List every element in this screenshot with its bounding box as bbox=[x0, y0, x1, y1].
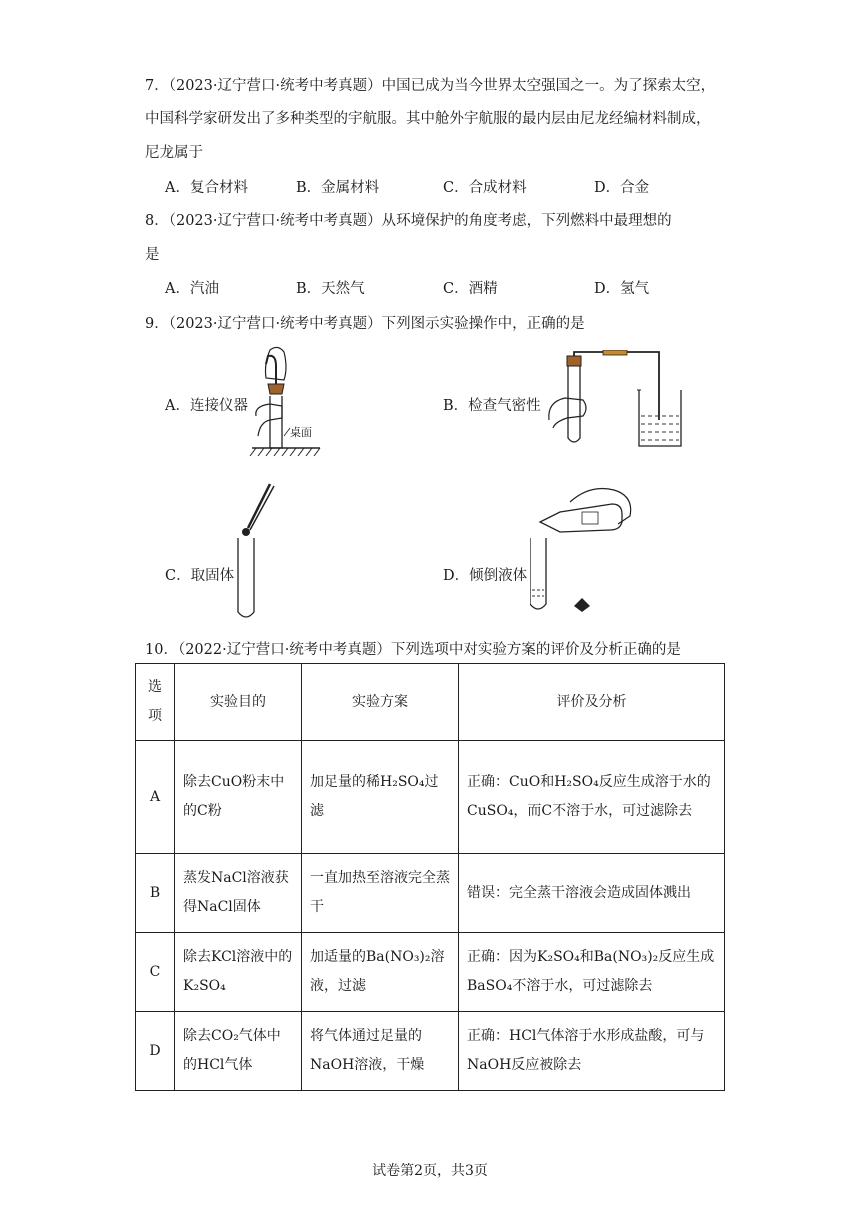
row-option: D bbox=[136, 1012, 175, 1091]
page-footer: 试卷第2页，共3页 bbox=[372, 1163, 488, 1179]
q9-figure-a-desk-label: 桌面 bbox=[290, 426, 312, 439]
q9-option-b: B．检查气密性 bbox=[443, 398, 541, 414]
q8-stem-line2: 是 bbox=[145, 247, 160, 263]
q8-stem-line1: 8．（2023·辽宁营口·统考中考真题）从环境保护的角度考虑，下列燃料中最理想的 bbox=[145, 213, 672, 229]
header-evaluation: 评价及分析 bbox=[459, 664, 725, 741]
row-option: A bbox=[136, 741, 175, 854]
q10-table bbox=[135, 663, 725, 1091]
row-plan: 加足量的稀H₂SO₄过滤 bbox=[302, 741, 459, 854]
row-plan: 将气体通过足量的NaOH溶液，干燥 bbox=[302, 1012, 459, 1091]
header-plan: 实验方案 bbox=[302, 664, 459, 741]
q9-option-d: D．倾倒液体 bbox=[443, 568, 528, 584]
q9-figure-c-take-solid bbox=[230, 480, 280, 620]
q8-option-c: C．酒精 bbox=[443, 281, 498, 297]
table-row bbox=[136, 1012, 725, 1091]
q7-stem-line2: 中国科学家研发出了多种类型的宇航服。其中舱外宇航服的最内层由尼龙经编材料制成， bbox=[145, 111, 711, 127]
row-purpose: 除去CuO粉末中的C粉 bbox=[175, 741, 302, 854]
q7-option-b: B．金属材料 bbox=[296, 180, 380, 196]
table-row bbox=[136, 933, 725, 1012]
row-plan: 加适量的Ba(NO₃)₂溶液，过滤 bbox=[302, 933, 459, 1012]
table-row bbox=[136, 854, 725, 933]
q7-option-a: A．复合材料 bbox=[165, 180, 248, 196]
row-evaluation: 错误：完全蒸干溶液会造成固体溅出 bbox=[459, 854, 725, 933]
row-plan: 一直加热至溶液完全蒸干 bbox=[302, 854, 459, 933]
q8-option-d: D．氢气 bbox=[594, 281, 650, 297]
q7-option-c: C．合成材料 bbox=[443, 180, 527, 196]
q9-option-a: A．连接仪器 bbox=[165, 398, 248, 414]
q9-stem: 9．（2023·辽宁营口·统考中考真题）下列图示实验操作中，正确的是 bbox=[145, 316, 585, 332]
q9-figure-d-pour-liquid bbox=[530, 482, 650, 617]
row-evaluation: 正确：因为K₂SO₄和Ba(NO₃)₂反应生成BaSO₄不溶于水，可过滤除去 bbox=[459, 933, 725, 1012]
row-purpose: 蒸发NaCl溶液获得NaCl固体 bbox=[175, 854, 302, 933]
q8-option-a: A．汽油 bbox=[165, 281, 219, 297]
q7-stem-line1: 7．（2023·辽宁营口·统考中考真题）中国已成为当今世界太空强国之一。为了探索太空， bbox=[145, 78, 716, 94]
table-row bbox=[136, 741, 725, 854]
q9-figure-b-airtightness bbox=[545, 350, 685, 450]
q7-stem-line3: 尼龙属于 bbox=[145, 145, 203, 161]
q10-stem: 10．（2022·辽宁营口·统考中考真题）下列选项中对实验方案的评价及分析正确的是 bbox=[145, 642, 681, 658]
row-purpose: 除去KCl溶液中的K₂SO₄ bbox=[175, 933, 302, 1012]
q8-option-b: B．天然气 bbox=[296, 281, 365, 297]
q9-figure-a-connect-apparatus bbox=[248, 344, 328, 460]
row-evaluation: 正确：CuO和H₂SO₄反应生成溶于水的CuSO₄，而C不溶于水，可过滤除去 bbox=[459, 741, 725, 854]
header-option: 选项 bbox=[136, 664, 175, 741]
table-header-row bbox=[136, 664, 725, 741]
row-purpose: 除去CO₂气体中的HCl气体 bbox=[175, 1012, 302, 1091]
header-purpose: 实验目的 bbox=[175, 664, 302, 741]
row-option: B bbox=[136, 854, 175, 933]
row-evaluation: 正确：HCl气体溶于水形成盐酸，可与NaOH反应被除去 bbox=[459, 1012, 725, 1091]
row-option: C bbox=[136, 933, 175, 1012]
q7-option-d: D．合金 bbox=[594, 180, 650, 196]
q9-option-c: C．取固体 bbox=[165, 568, 235, 584]
